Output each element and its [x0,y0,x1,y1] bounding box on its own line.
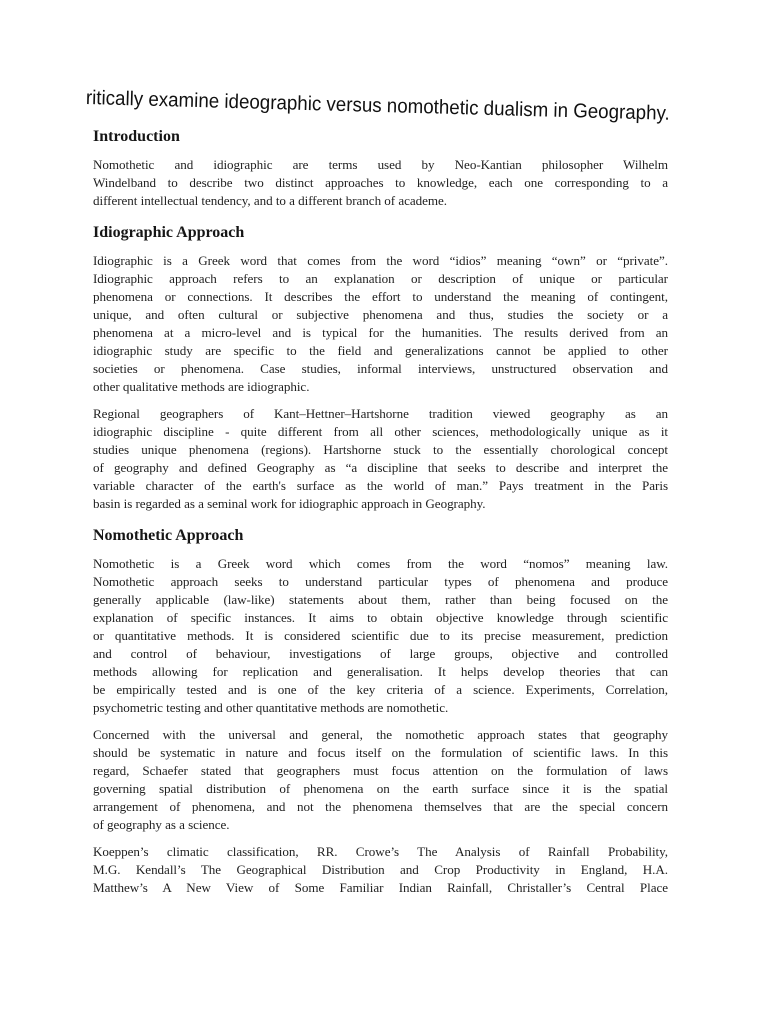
text-line: Nomothetic and idiographic are terms used by Neo-Kantian philosopher Wilhelm [93,157,668,172]
text-line: idiographic discipline - quite different from all other sciences, methodologically unique as it [93,424,668,439]
text-line: should be systematic in nature and focus itself on the formulation of scientific laws. In this [93,745,668,760]
text-line: Nomothetic approach seeks to understand particular types of phenomena and produce [93,574,668,589]
text-line: variable character of the earth's surface as the world of man.” Pays treatment in the Paris [93,478,668,493]
text-line: generally applicable (law-like) statements about them, rather than being focused on the [93,592,668,607]
text-line: Idiographic is a Greek word that comes from the word “idios” meaning “own” or “private”. [93,253,668,268]
title-text: ritically examine ideographic versus nomothetic dualism in Geography. [85,87,710,126]
text-line: Concerned with the universal and general, the nomothetic approach states that geography [93,727,668,742]
text-line: studies unique phenomena (regions). Hartshorne stuck to the essentially chorological concept [93,442,668,457]
text-line: other qualitative methods are idiographic. [93,379,310,394]
text-line: arrangement of phenomena, and not the phenomena themselves that are the special concern [93,799,668,814]
heading-idiographic-approach: Idiographic Approach [93,224,245,241]
text-line: M.G. Kendall’s The Geographical Distribution and Crop Productivity in England, H.A. [93,862,668,877]
text-line: methods allowing for replication and generalisation. It helps develop theories that can [93,664,668,679]
text-line: explanation of specific instances. It aims to obtain objective knowledge through scientific [93,610,668,625]
text-line: psychometric testing and other quantitative methods are nomothetic. [93,700,449,715]
text-line: Nomothetic is a Greek word which comes from the word “nomos” meaning law. [93,556,668,571]
text-line: Koeppen’s climatic classification, RR. Crowe’s The Analysis of Rainfall Probability, [93,844,668,859]
text-line: of geography and defined Geography as “a discipline that seeks to describe and interpret the [93,460,668,475]
text-line: unique, and often cultural or subjective phenomena and thus, studies the society or a [93,307,668,322]
text-line: different intellectual tendency, and to a different branch of academe. [93,193,447,208]
text-line: and control of behaviour, investigations of large groups, objective and controlled [93,646,668,661]
text-line: regard, Schaefer stated that geographers must focus attention on the formulation of laws [93,763,668,778]
document-body [93,126,668,897]
text-line: basin is regarded as a seminal work for idiographic approach in Geography. [93,496,486,511]
text-line: Regional geographers of Kant–Hettner–Hartshorne tradition viewed geography as an [93,406,668,421]
text-line: societies or phenomena. Case studies, informal interviews, unstructured observation and [93,361,668,376]
text-line: Matthew’s A New View of Some Familiar Indian Rainfall, Christaller’s Central Place [93,880,668,895]
paragraph-introduction [93,156,668,210]
text-line: or quantitative methods. It is considered scientific due to its precise measurement, prediction [93,628,668,643]
heading-nomothetic-approach: Nomothetic Approach [93,527,244,544]
paragraph-idiographic-2 [93,405,668,513]
title-svg [85,82,710,126]
heading-introduction: Introduction [93,128,180,145]
text-line: of geography as a science. [93,817,230,832]
text-line: be empirically tested and is one of the key criteria of a science. Experiments, Correlation, [93,682,668,697]
paragraph-nomothetic-1 [93,555,668,717]
paragraph-idiographic-1 [93,252,668,396]
text-line: phenomena or connections. It describes the effort to understand the meaning of contingent, [93,289,668,304]
document-title [85,82,710,126]
text-line: governing spatial distribution of phenomena on the earth surface since it is the spatial [93,781,668,796]
text-line: Windelband to describe two distinct approaches to knowledge, each one corresponding to a [93,175,668,190]
paragraph-nomothetic-2 [93,726,668,834]
text-line: phenomena at a micro-level and is typical for the humanities. The results derived from an [93,325,668,340]
text-line: idiographic study are specific to the field and generalizations cannot be applied to other [93,343,668,358]
text-line: Idiographic approach refers to an explanation or description of unique or particular [93,271,668,286]
paragraph-nomothetic-3 [93,843,668,897]
